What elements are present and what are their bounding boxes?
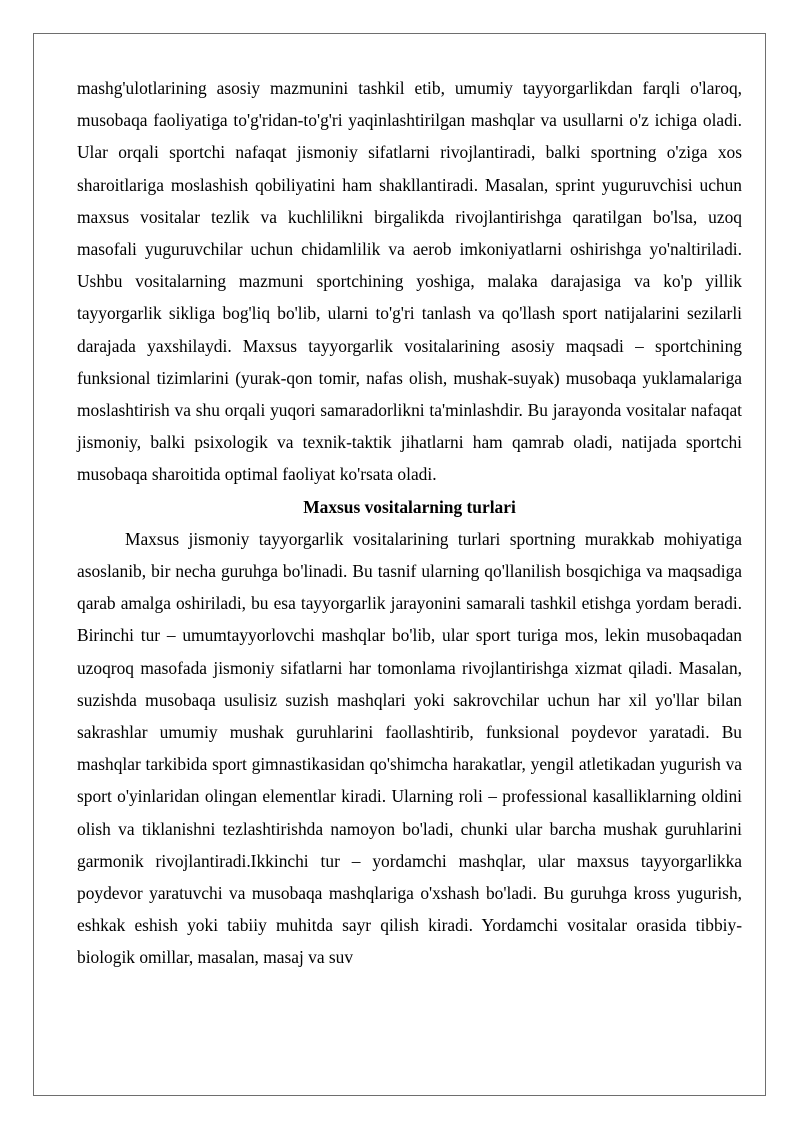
body-paragraph: mashg'ulotlarining asosiy mazmunini tashkil etib, umumiy tayyorgarlikdan farqli o'laroq, musobaqa faoliyatiga to'g'ridan-to'g'ri yaqinlashtirilgan mashqlar va usullarni o'z ichiga oladi. Ular orqali sportchi nafaqat jismoniy sifatlarni rivojlantiradi, balki sportning o'ziga xos sharoitlariga moslashish qobiliyatini ham shakllantiradi. Masalan, sprint yuguruvchisi uchun maxsus vositalar tezlik va kuchlilikni birgalikda rivojlantirishga qaratilgan bo'lsa, uzoq masofali yuguruvchilar uchun chidamlilik va aerob imkoniyatlarni oshirishga yo'naltiriladi. Ushbu vositalarning mazmuni sportchining yoshiga, malaka darajasiga va ko'p yillik tayyorgarlik sikliga bog'liq bo'lib, ularni to'g'ri tanlash va qo'llash sport natijalarini sezilarli darajada yaxshilaydi. Maxsus tayyorgarlik vositalarining asosiy maqsadi – sportchining funksional tizimlarini (yurak-qon tomir, nafas olish, mushak-suyak) musobaqa yuklamalariga moslashtirish va shu orqali yuqori samaradorlikni ta'minlashdir. Bu jarayonda vositalar nafaqat jismoniy, balki psixologik va texnik-taktik jihatlarni ham qamrab oladi, natijada sportchi musobaqa sharoitida optimal faoliyat ko'rsata oladi. [77,78,742,485]
body-paragraph: Maxsus jismoniy tayyorgarlik vositalarining turlari sportning murakkab mohiyatiga asoslanib, bir necha guruhga bo'linadi. Bu tasnif ularning qo'llanilish bosqichiga va maqsadiga qarab amalga oshiriladi, bu esa tayyorgarlik jarayonini samarali tashkil etishga yordam beradi. Birinchi tur – umumtayyorlovchi mashqlar bo'lib, ular sport turiga mos, lekin musobaqadan uzoqroq masofada jismoniy sifatlarni har tomonlama rivojlantirishga xizmat qiladi. Masalan, suzishda musobaqa usulisiz suzish mashqlari yoki sakrovchilar uchun har xil yo'llar bilan sakrashlar umumiy mushak guruhlarini faollashtirib, funksional poydevor yaratadi. Bu mashqlar tarkibida sport gimnastikasidan qo'shimcha harakatlar, yengil atletikadan yugurish va sport o'yinlaridan olingan elementlar kiradi. Ularning roli – professional kasalliklarning oldini olish va tiklanishni tezlashtirishda namoyon bo'ladi, chunki ular barcha mushak guruhlarini garmonik rivojlantiradi.Ikkinchi tur – yordamchi mashqlar, ular maxsus tayyorgarlikka poydevor yaratuvchi va musobaqa mashqlariga o'xshash bo'ladi. Bu guruhga kross yugurish, eshkak eshish yoki tabiiy muhitda sayr qilish kiradi. Yordamchi vositalar orasida tibbiy-biologik omillar, masalan, masaj va suv [77,528,742,968]
document-body [77,72,742,974]
section-heading: Maxsus vositalarning turlari [303,496,516,517]
